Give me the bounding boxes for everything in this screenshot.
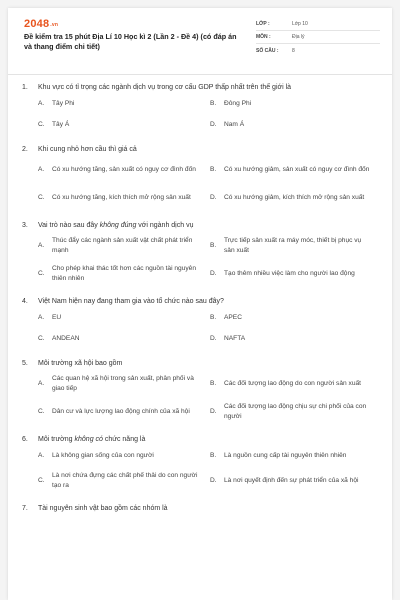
option-letter: A. (38, 165, 45, 173)
question-header (8, 294, 392, 308)
option-text: Thúc đẩy các ngành sản xuất vật chất phát triển mạnh (52, 236, 193, 254)
exam-meta (256, 18, 380, 57)
option-letter: B. (210, 379, 217, 387)
question-emphasis: không đúng (99, 221, 137, 229)
question-number: 7. (22, 504, 28, 512)
option-d[interactable] (210, 398, 382, 426)
question-number: 4. (22, 297, 28, 305)
options (8, 94, 392, 136)
option-letter: B. (210, 100, 217, 108)
option-letter: A. (38, 452, 45, 460)
option-letter: C. (38, 269, 45, 277)
question-text: Môi trường xã hội bao gồm (38, 359, 123, 367)
question-header (8, 218, 392, 232)
question-text (38, 222, 193, 229)
option-b[interactable] (210, 94, 382, 115)
question-3 (8, 218, 392, 288)
option-text: Có xu hướng giảm, sản xuất có nguy cơ đình đốn (224, 165, 370, 173)
question-text-part: Vai trò nào sau đây (38, 221, 100, 229)
meta-label: SỐ CÂU : (256, 47, 279, 54)
option-d[interactable] (210, 184, 382, 212)
option-text: Các quan hệ xã hội trong sản xuất, phân phối và giao tiếp (52, 374, 194, 392)
option-b[interactable] (210, 156, 382, 184)
question-header (8, 356, 392, 370)
question-6 (8, 432, 392, 495)
option-b[interactable] (210, 232, 382, 260)
question-list (8, 80, 392, 521)
page-header (8, 8, 392, 74)
option-letter: D. (210, 269, 217, 277)
question-header (8, 432, 392, 446)
option-letter: C. (38, 407, 45, 415)
option-letter: A. (38, 100, 45, 108)
question-header (8, 80, 392, 94)
exam-page (8, 8, 392, 600)
meta-row-class (256, 18, 380, 31)
option-a[interactable] (38, 156, 210, 184)
question-text-part: với ngành dịch vụ (136, 221, 194, 229)
options (8, 308, 392, 350)
option-text: Trực tiếp sản xuất ra máy móc, thiết bị phục vụ sản xuất (224, 236, 362, 254)
question-text-part: Môi trường (38, 435, 75, 443)
option-c[interactable] (38, 184, 210, 212)
option-text: Có xu hướng giảm, kích thích mở rộng sản xuất (224, 193, 365, 201)
option-text: Có xu hướng tăng, sản xuất có nguy cơ đình đốn (52, 165, 196, 173)
option-text: Là nơi chứa đựng các chất phế thải do con người tạo ra (52, 471, 198, 489)
question-5 (8, 356, 392, 426)
question-number: 3. (22, 221, 28, 229)
meta-row-count (256, 44, 380, 57)
question-text: Việt Nam hiện nay đang tham gia vào tổ chức nào sau đây? (38, 297, 224, 305)
question-2 (8, 142, 392, 212)
option-letter: B. (210, 314, 217, 322)
meta-label: MÔN : (256, 34, 271, 40)
meta-row-subject (256, 31, 380, 44)
option-letter: B. (210, 241, 217, 249)
option-d[interactable] (210, 115, 382, 136)
option-b[interactable] (210, 446, 382, 467)
option-text: Là nguồn cung cấp tài nguyên thiên nhiên (224, 452, 347, 460)
option-letter: D. (210, 476, 217, 484)
option-letter: C. (38, 121, 45, 129)
question-text: Khi cung nhỏ hơn cầu thì giá cả (38, 145, 137, 153)
question-1 (8, 80, 392, 136)
option-text: Cho phép khai thác tốt hơn các nguồn tài nguyên thiên nhiên (52, 264, 196, 282)
option-a[interactable] (38, 308, 210, 329)
option-letter: D. (210, 407, 217, 415)
option-c[interactable] (38, 398, 210, 426)
site-logo[interactable] (24, 18, 58, 30)
option-letter: A. (38, 241, 45, 249)
meta-value: Địa lý (292, 34, 305, 40)
question-text (38, 436, 145, 443)
option-letter: D. (210, 193, 217, 201)
options (8, 232, 392, 288)
logo-text: 2048 (24, 18, 50, 30)
option-d[interactable] (210, 467, 382, 495)
option-letter: C. (38, 193, 45, 201)
option-text: Là nơi quyết định đến sự phát triển của xã hội (224, 476, 359, 484)
options (8, 446, 392, 495)
option-a[interactable] (38, 370, 210, 398)
option-letter: B. (210, 165, 217, 173)
option-letter: D. (210, 335, 217, 343)
question-number: 1. (22, 83, 28, 91)
option-d[interactable] (210, 329, 382, 350)
option-d[interactable] (210, 260, 382, 288)
page-title: Đề kiểm tra 15 phút Địa Lí 10 Học kì 2 (Lần 2 - Đề 4) (có đáp án và thang điểm chi tiết) (24, 32, 237, 51)
option-letter: A. (38, 379, 45, 387)
options (8, 370, 392, 426)
question-4 (8, 294, 392, 350)
option-a[interactable] (38, 446, 210, 467)
option-letter: B. (210, 452, 217, 460)
option-c[interactable] (38, 329, 210, 350)
option-text: Dân cư và lực lượng lao động chính của xã hội (52, 407, 190, 415)
meta-value: 8 (292, 47, 295, 54)
option-c[interactable] (38, 467, 210, 495)
option-letter: C. (38, 476, 45, 484)
question-7 (8, 501, 392, 515)
option-b[interactable] (210, 308, 382, 329)
question-number: 5. (22, 359, 28, 367)
meta-label: LỚP : (256, 21, 270, 27)
option-text: APEC (224, 314, 242, 322)
question-text-part: chức năng là (102, 435, 146, 443)
question-header (8, 142, 392, 156)
question-number: 2. (22, 145, 28, 153)
option-text: Là không gian sống của con người (52, 452, 154, 460)
meta-value: Lớp 10 (292, 21, 308, 27)
option-text: Tây Phi (52, 100, 75, 108)
question-emphasis: không có (74, 435, 103, 443)
header-divider (8, 74, 392, 75)
option-b[interactable] (210, 370, 382, 398)
option-text: Tây Á (52, 121, 70, 129)
option-text: Các đối tượng lao động chịu sự chi phối của con người (224, 402, 367, 420)
option-text: Các đối tượng lao động do con người sản xuất (224, 379, 361, 387)
option-a[interactable] (38, 232, 210, 260)
options (8, 156, 392, 212)
option-letter: D. (210, 121, 217, 129)
option-text: Nam Á (224, 121, 245, 129)
question-text: Khu vực có tỉ trọng các ngành dịch vụ trong cơ cấu GDP thấp nhất trên thế giới là (38, 83, 292, 91)
option-letter: A. (38, 314, 45, 322)
option-text: Đông Phi (224, 100, 252, 108)
question-text: Tài nguyên sinh vật bao gồm các nhóm là (38, 504, 168, 512)
question-number: 6. (22, 435, 28, 443)
option-text: ANDEAN (52, 335, 80, 343)
option-text: EU (52, 314, 62, 322)
option-a[interactable] (38, 94, 210, 115)
logo-suffix: .vn (50, 22, 59, 28)
option-text: Tạo thêm nhiều việc làm cho người lao động (224, 269, 355, 277)
question-header (8, 501, 392, 515)
option-text: Có xu hướng tăng, kích thích mở rộng sản xuất (52, 193, 191, 201)
option-c[interactable] (38, 260, 210, 288)
option-text: NAFTA (224, 335, 246, 343)
option-c[interactable] (38, 115, 210, 136)
option-letter: C. (38, 335, 45, 343)
